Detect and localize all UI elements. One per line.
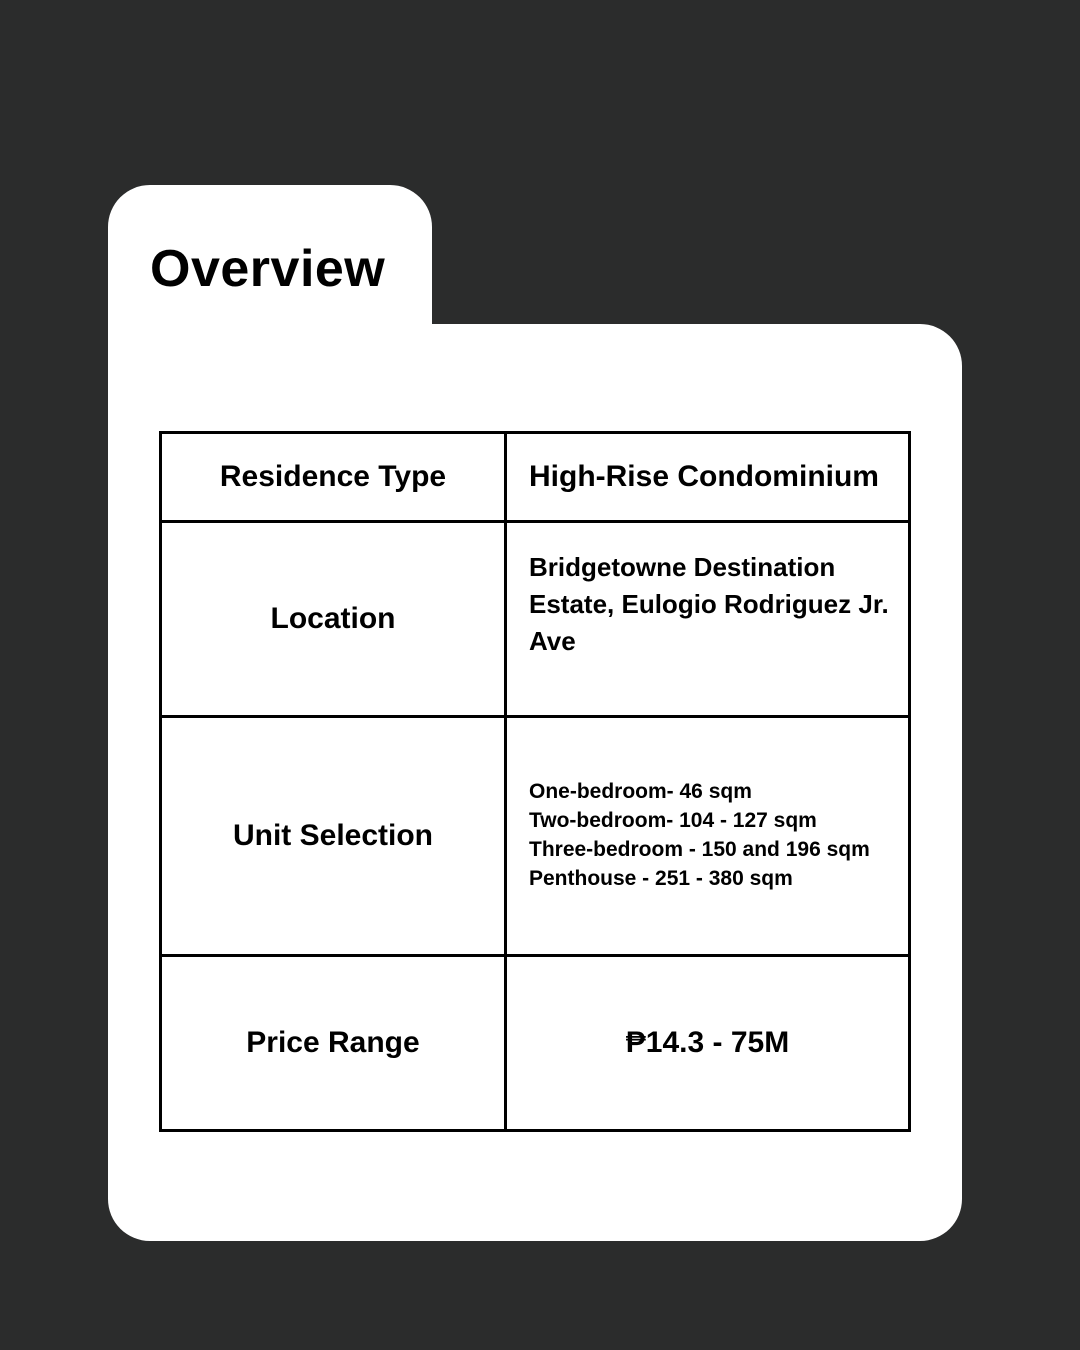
- location-value-cell: [506, 522, 910, 717]
- unit-option: Penthouse - 251 - 380 sqm: [529, 867, 793, 890]
- residence-type-value: High-Rise Condominium: [506, 433, 910, 522]
- unit-selection-label: Unit Selection: [161, 717, 506, 956]
- residence-type-label: Residence Type: [161, 433, 506, 522]
- page-title: Overview: [150, 240, 386, 298]
- location-value: Bridgetowne Destination Estate, Eulogio Rodriguez Jr. Ave: [529, 551, 889, 656]
- table-row-unit-selection: [161, 717, 910, 956]
- table-row-location: [161, 522, 910, 717]
- price-range-value: ₱14.3 - 75M: [506, 956, 910, 1131]
- location-label: Location: [161, 522, 506, 717]
- table-row-residence-type: [161, 433, 910, 522]
- unit-option: Two-bedroom- 104 - 127 sqm: [529, 809, 817, 832]
- table-row-price-range: [161, 956, 910, 1131]
- unit-selection-list: [529, 777, 898, 893]
- unit-option: One-bedroom- 46 sqm: [529, 780, 752, 803]
- unit-selection-value-cell: [506, 717, 910, 956]
- overview-table: [159, 431, 911, 1132]
- unit-option: Three-bedroom - 150 and 196 sqm: [529, 838, 870, 861]
- price-range-label: Price Range: [161, 956, 506, 1131]
